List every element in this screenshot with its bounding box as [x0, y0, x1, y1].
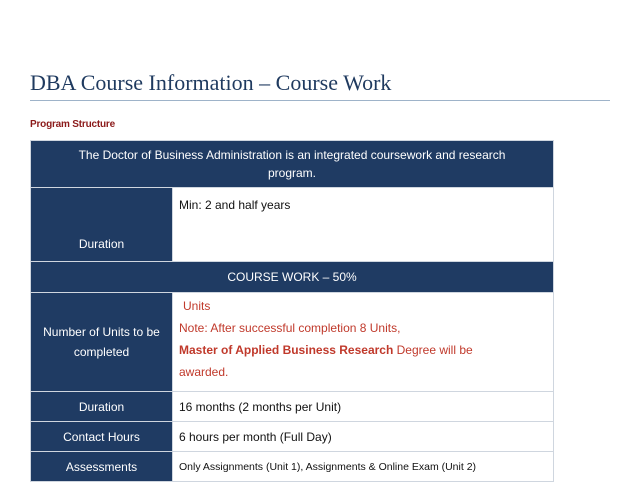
units-label: Number of Units to be completed [31, 293, 173, 392]
duration-value: Min: 2 and half years [173, 188, 554, 262]
row-value: 16 months (2 months per Unit) [173, 392, 554, 422]
units-degree-line [179, 339, 553, 361]
course-work-row [31, 262, 554, 293]
row-value: 6 hours per month (Full Day) [173, 422, 554, 452]
degree-rest: Degree will be [393, 343, 473, 357]
intro-text: The Doctor of Business Administration is an integrated coursework and research program. [31, 141, 554, 188]
table-row [31, 422, 554, 452]
degree-name: Master of Applied Business Research [179, 343, 394, 357]
row-label: Duration [31, 392, 173, 422]
page-title: DBA Course Information – Course Work [30, 70, 392, 95]
duration-label: Duration [31, 188, 173, 262]
duration-row [31, 188, 554, 262]
course-work-header: COURSE WORK – 50% [31, 262, 554, 293]
table-row [31, 452, 554, 482]
row-label: Contact Hours [31, 422, 173, 452]
table-row [31, 392, 554, 422]
units-row [31, 293, 554, 392]
row-label: Assessments [31, 452, 173, 482]
title-divider [30, 100, 610, 101]
section-subheading: Program Structure [30, 119, 115, 130]
units-value [173, 293, 554, 392]
row-value: Only Assignments (Unit 1), Assignments & Online Exam (Unit 2) [173, 452, 554, 482]
units-awarded: awarded. [179, 365, 229, 379]
units-note: Note: After successful completion 8 Units, [179, 321, 401, 335]
intro-row [31, 141, 554, 188]
course-info-table [30, 140, 554, 482]
units-line: Units [183, 299, 211, 313]
